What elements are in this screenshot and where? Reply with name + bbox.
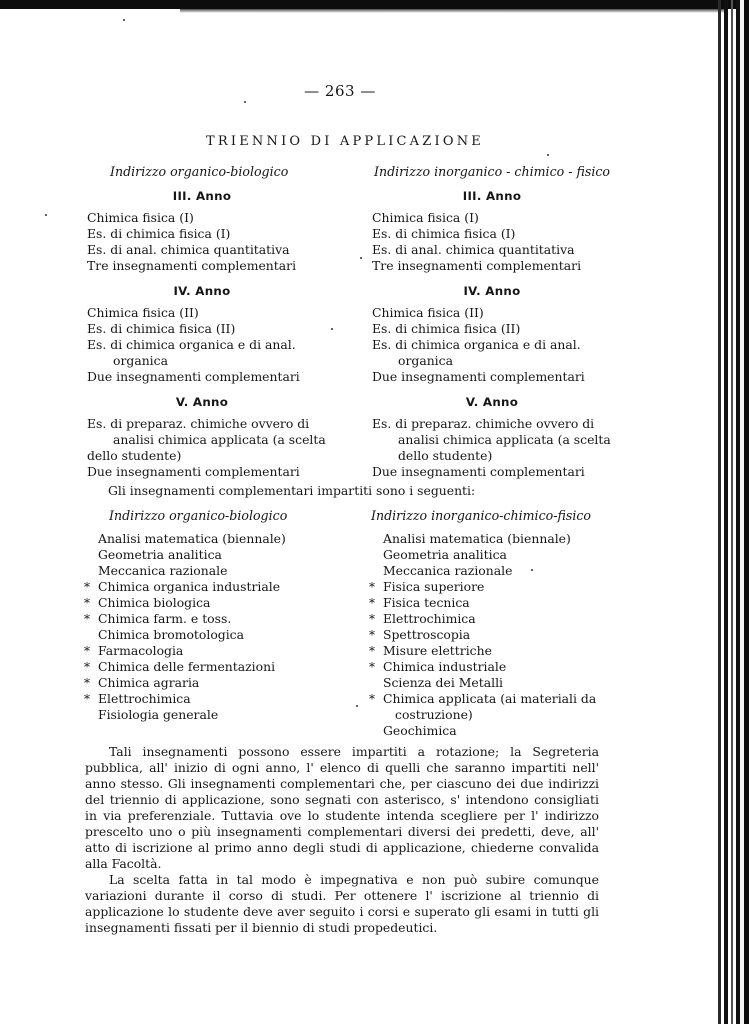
complementary-list [369,531,629,739]
scan-speck [531,569,533,571]
course-item: Es. di chimica fisica (I) [87,226,231,241]
complementary-item-label: Scienza dei Metalli [383,675,503,690]
scan-top-shadow [180,9,725,13]
scan-speck [45,214,47,216]
book-spine-edge [744,0,749,1024]
body-text [85,744,599,936]
course-item: Es. di preparaz. chimiche ovvero di [372,416,595,431]
complementary-column-organico-biologico [84,508,344,723]
year-heading: IV. Anno [173,284,231,298]
asterisk-icon: * [369,580,375,594]
course-item: Es. di chimica fisica (II) [87,321,236,336]
complementary-item-label: Analisi matematica (biennale) [98,531,286,546]
curriculum-column-organico-biologico [87,164,337,489]
complementary-item [84,627,344,643]
book-spine-line [718,0,721,1024]
complementary-item-label: Spettroscopia [383,627,471,642]
complementary-item-label: Chimica farm. e toss. [98,611,232,626]
year-heading: V. Anno [465,395,519,409]
complementary-item-label: Geochimica [383,723,457,738]
scan-speck [360,257,362,259]
complementary-item-label: Elettrochimica [98,691,191,706]
course-list [87,305,337,385]
complementary-track-title: Indirizzo inorganico-chimico-fisico [371,508,591,523]
complementary-item [84,611,344,627]
body-paragraph: Tali insegnamenti possono essere impartiti a rotazione; la Segreteria pubblica, all' inizio di ogni anno, l' elenco di quelli che saranno impartiti nell' anno stesso. Gli insegnamenti complementari che, per ciascuno dei due indirizzi del triennio di applicazione, sono segnati con asterisco, s' intendono consigliati in via preferenziale. Tuttavia ove lo studente intenda scegliere per l' indirizzo prescelto uno o più insegnamenti complementari diversi dei predetti, deve, all' atto di iscrizione al primo anno degli studi di applicazione, chiederne convalida alla Facoltà. [85,744,599,871]
complementary-item-label: Chimica bromotologica [98,627,245,642]
course-item: Es. di chimica fisica (I) [372,226,516,241]
asterisk-icon: * [84,692,90,706]
course-item: Due insegnamenti complementari [372,369,585,384]
course-list [87,210,337,274]
complementary-item [84,691,344,707]
year-heading: III. Anno [172,189,232,203]
scan-speck [547,154,549,156]
course-item: Due insegnamenti complementari [87,464,300,479]
complementary-item [84,659,344,675]
course-item-continuation: dello studente) [87,448,182,463]
course-item-continuation: analisi chimica applicata (a scelta [113,432,326,447]
complementary-item-label: Chimica delle fermentazioni [98,659,276,674]
asterisk-icon: * [369,612,375,626]
course-list [87,416,337,480]
course-item: Chimica fisica (I) [87,210,194,225]
complementary-item [369,723,629,739]
complementary-item [369,659,629,675]
complementary-item [84,531,344,547]
course-item: Es. di anal. chimica quantitativa [372,242,575,257]
complementary-item-label: Misure elettriche [383,643,492,658]
complementary-item-label: Elettrochimica [383,611,476,626]
track-title: Indirizzo organico-biologico [110,164,289,179]
section-title: TRIENNIO DI APPLICAZIONE [206,134,484,149]
complementary-item [84,547,344,563]
course-list [372,305,612,385]
complementary-item-label: Chimica agraria [98,675,200,690]
complementary-item [369,611,629,627]
course-list [372,416,612,480]
asterisk-icon: * [84,596,90,610]
complementary-item-label: Geometria analitica [383,547,507,562]
year-heading: IV. Anno [463,284,521,298]
complementary-item-label: Fisica superiore [383,579,485,594]
scan-speck [356,705,358,707]
asterisk-icon: * [369,692,375,706]
complementary-list [84,531,344,723]
complementary-item [84,595,344,611]
scan-top-edge [0,0,749,9]
complementary-item-label: Chimica organica industriale [98,579,281,594]
complementary-item-label: Chimica applicata (ai materiali da [383,691,597,706]
complementary-intro: Gli insegnamenti complementari impartiti sono i seguenti: [108,483,476,498]
asterisk-icon: * [84,660,90,674]
track-title: Indirizzo inorganico - chimico - fisico [373,164,610,179]
body-paragraph: La scelta fatta in tal modo è impegnativa e non può subire comunque variazioni durante il corso di studi. Per ottenere l' iscrizione al triennio di applicazione lo studente deve aver seguito i corsi e superato gli esami in tutti gli insegnamenti fissati per il biennio di studi propedeutici. [85,872,599,935]
course-item: Due insegnamenti complementari [87,369,300,384]
asterisk-icon: * [84,644,90,658]
scan-speck [244,101,246,103]
complementary-item-label: Fisiologia generale [98,707,219,722]
book-spine-line [736,0,740,1024]
complementary-item [369,547,629,563]
course-item: Es. di anal. chimica quantitativa [87,242,290,257]
complementary-item [369,579,629,595]
course-item: Chimica fisica (I) [372,210,479,225]
course-item: Due insegnamenti complementari [372,464,585,479]
complementary-column-inorganico-chimico-fisico [369,508,629,739]
complementary-item-label: Chimica biologica [98,595,211,610]
course-item-continuation: analisi chimica applicata (a scelta [398,432,611,447]
complementary-track-title: Indirizzo organico-biologico [109,508,288,523]
complementary-item [369,643,629,659]
page-number: — 263 — [304,82,376,100]
asterisk-icon: * [369,596,375,610]
complementary-item-label: Fisica tecnica [383,595,470,610]
asterisk-icon: * [369,644,375,658]
course-item: Es. di chimica fisica (II) [372,321,521,336]
complementary-item-label: Chimica industriale [383,659,507,674]
course-item: Chimica fisica (II) [87,305,199,320]
complementary-item [84,707,344,723]
complementary-item [84,643,344,659]
course-item: Es. di chimica organica e di anal. [87,337,296,352]
complementary-item [369,691,629,723]
complementary-item [369,627,629,643]
year-heading: V. Anno [175,395,229,409]
course-item: Es. di chimica organica e di anal. [372,337,581,352]
curriculum-column-inorganico-chimico-fisico [372,164,612,489]
complementary-item [369,563,629,579]
complementary-item [369,675,629,691]
course-item-continuation: dello studente) [398,448,493,463]
course-item: Tre insegnamenti complementari [372,258,582,273]
complementary-item-label: Geometria analitica [98,547,222,562]
asterisk-icon: * [369,628,375,642]
complementary-item-label: Meccanica razionale [383,563,513,578]
course-list [372,210,612,274]
book-spine-line [724,0,728,1024]
asterisk-icon: * [84,580,90,594]
asterisk-icon: * [84,612,90,626]
scan-speck [123,19,125,21]
asterisk-icon: * [84,676,90,690]
course-item-continuation: organica [113,353,168,368]
complementary-item-label: Meccanica razionale [98,563,228,578]
complementary-item [369,595,629,611]
asterisk-icon: * [369,660,375,674]
book-spine-line [731,0,733,1024]
course-item: Es. di preparaz. chimiche ovvero di [87,416,310,431]
complementary-item [84,675,344,691]
complementary-item-label: Farmacologia [98,643,184,658]
course-item: Tre insegnamenti complementari [87,258,297,273]
year-heading: III. Anno [462,189,522,203]
complementary-item-continuation: costruzione) [395,707,473,722]
scan-speck [331,328,333,330]
complementary-item [84,579,344,595]
course-item-continuation: organica [398,353,453,368]
complementary-item-label: Analisi matematica (biennale) [383,531,571,546]
course-item: Chimica fisica (II) [372,305,484,320]
complementary-item [369,531,629,547]
complementary-item [84,563,344,579]
